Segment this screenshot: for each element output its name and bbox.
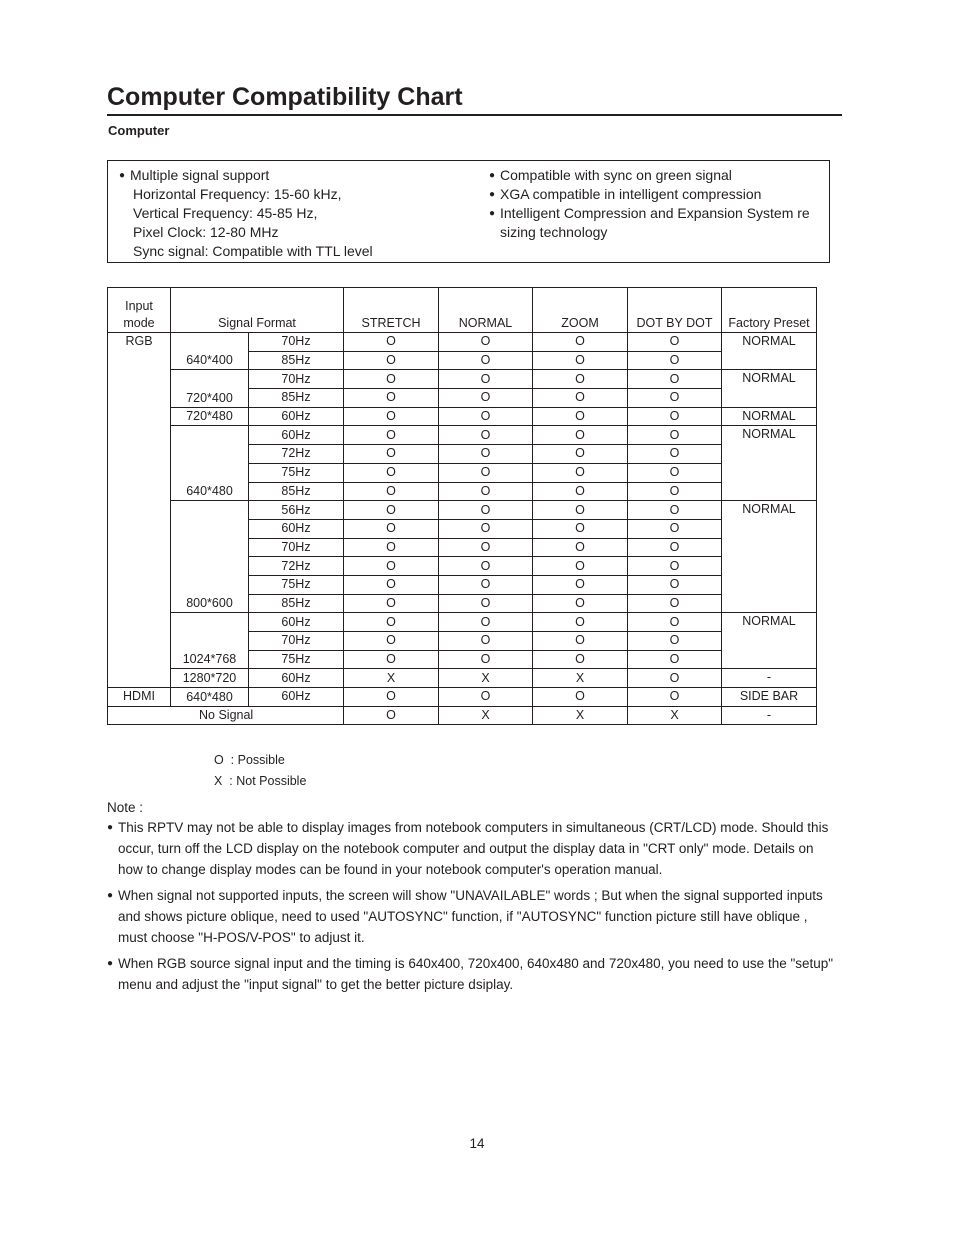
resolution-cell: 720*480 bbox=[171, 407, 249, 426]
feature-detail: Vertical Frequency: 45-85 Hz, bbox=[133, 205, 318, 221]
page-title: Computer Compatibility Chart bbox=[107, 83, 463, 111]
dot-by-dot-cell: O bbox=[628, 407, 722, 426]
frequency-cell: 85Hz bbox=[249, 389, 344, 408]
normal-cell: X bbox=[439, 669, 533, 688]
table-row bbox=[108, 669, 817, 688]
bullet-icon: ● bbox=[107, 958, 114, 969]
header-zoom: ZOOM bbox=[533, 288, 628, 333]
zoom-cell: O bbox=[533, 632, 628, 651]
factory-preset-cell: NORMAL bbox=[722, 407, 817, 426]
frequency-cell: 60Hz bbox=[249, 519, 344, 538]
stretch-cell: O bbox=[344, 407, 439, 426]
normal-cell: O bbox=[439, 351, 533, 370]
factory-preset-cell: - bbox=[722, 706, 817, 725]
stretch-cell: O bbox=[344, 426, 439, 445]
resolution-cell: 1280*720 bbox=[171, 669, 249, 688]
resolution-cell: 720*400 bbox=[171, 370, 249, 407]
zoom-cell: O bbox=[533, 557, 628, 576]
section-label: Computer bbox=[108, 123, 170, 138]
factory-preset-cell: NORMAL bbox=[722, 501, 817, 613]
stretch-cell: O bbox=[344, 501, 439, 520]
resolution-cell: 1024*768 bbox=[171, 613, 249, 669]
dot-by-dot-cell: O bbox=[628, 650, 722, 669]
feature-detail: Sync signal: Compatible with TTL level bbox=[133, 243, 373, 259]
feature-detail: Horizontal Frequency: 15-60 kHz, bbox=[133, 186, 342, 202]
bullet-icon: ● bbox=[107, 822, 114, 833]
normal-cell: O bbox=[439, 632, 533, 651]
dot-by-dot-cell: O bbox=[628, 632, 722, 651]
frequency-cell: 85Hz bbox=[249, 482, 344, 501]
normal-cell: X bbox=[439, 706, 533, 725]
frequency-cell: 60Hz bbox=[249, 669, 344, 688]
note-text: When signal not supported inputs, the screen will show "UNAVAILABLE" words ; But when the signal supported inputs and shows picture oblique, need to used "AUTOSYNC" function, if "AUTOSYNC" function picture still have oblique , must choose "H-POS/V-POS" to adjust it. bbox=[118, 888, 823, 945]
zoom-cell: O bbox=[533, 370, 628, 389]
normal-cell: O bbox=[439, 445, 533, 464]
stretch-cell: O bbox=[344, 351, 439, 370]
header-dot-by-dot: DOT BY DOT bbox=[628, 288, 722, 333]
header-normal: NORMAL bbox=[439, 288, 533, 333]
bullet-icon: ● bbox=[119, 170, 126, 181]
dot-by-dot-cell: O bbox=[628, 482, 722, 501]
normal-cell: O bbox=[439, 519, 533, 538]
normal-cell: O bbox=[439, 650, 533, 669]
stretch-cell: O bbox=[344, 688, 439, 707]
stretch-cell: O bbox=[344, 594, 439, 613]
stretch-cell: O bbox=[344, 650, 439, 669]
zoom-cell: X bbox=[533, 706, 628, 725]
table-row bbox=[108, 501, 817, 520]
dot-by-dot-cell: O bbox=[628, 351, 722, 370]
zoom-cell: O bbox=[533, 407, 628, 426]
frequency-cell: 70Hz bbox=[249, 538, 344, 557]
dot-by-dot-cell: O bbox=[628, 669, 722, 688]
legend-item: X : Not Possible bbox=[214, 774, 307, 788]
table-row bbox=[108, 688, 817, 707]
dot-by-dot-cell: O bbox=[628, 501, 722, 520]
stretch-cell: O bbox=[344, 575, 439, 594]
input-mode-cell: RGB bbox=[108, 333, 171, 688]
normal-cell: O bbox=[439, 333, 533, 352]
stretch-cell: X bbox=[344, 669, 439, 688]
bullet-icon: ● bbox=[489, 208, 496, 219]
no-signal-label: No Signal bbox=[108, 706, 344, 725]
zoom-cell: O bbox=[533, 445, 628, 464]
stretch-cell: O bbox=[344, 463, 439, 482]
zoom-cell: O bbox=[533, 351, 628, 370]
dot-by-dot-cell: O bbox=[628, 333, 722, 352]
dot-by-dot-cell: O bbox=[628, 538, 722, 557]
factory-preset-cell: SIDE BAR bbox=[722, 688, 817, 707]
feature-detail: Pixel Clock: 12-80 MHz bbox=[133, 224, 279, 240]
zoom-cell: O bbox=[533, 519, 628, 538]
feature-text: Compatible with sync on green signal bbox=[500, 167, 732, 183]
zoom-cell: O bbox=[533, 501, 628, 520]
legend-item: O : Possible bbox=[214, 753, 285, 767]
factory-preset-cell: NORMAL bbox=[722, 426, 817, 501]
legend bbox=[214, 750, 306, 792]
resolution-cell: 800*600 bbox=[171, 501, 249, 613]
note-item bbox=[107, 817, 837, 880]
frequency-cell: 70Hz bbox=[249, 370, 344, 389]
dot-by-dot-cell: O bbox=[628, 557, 722, 576]
stretch-cell: O bbox=[344, 557, 439, 576]
frequency-cell: 56Hz bbox=[249, 501, 344, 520]
note-item bbox=[107, 885, 837, 948]
feature-text: XGA compatible in intelligent compression bbox=[500, 186, 762, 202]
note-text: When RGB source signal input and the timing is 640x400, 720x400, 640x480 and 720x480, you need to use the "setup" menu and adjust the "input signal" to get the better picture dsiplay. bbox=[118, 956, 834, 992]
dot-by-dot-cell: O bbox=[628, 519, 722, 538]
stretch-cell: O bbox=[344, 706, 439, 725]
table-row bbox=[108, 426, 817, 445]
resolution-cell: 640*400 bbox=[171, 333, 249, 370]
stretch-cell: O bbox=[344, 333, 439, 352]
feature-text: Intelligent Compression and Expansion System re sizing technology bbox=[500, 205, 810, 240]
normal-cell: O bbox=[439, 575, 533, 594]
frequency-cell: 60Hz bbox=[249, 613, 344, 632]
normal-cell: O bbox=[439, 370, 533, 389]
zoom-cell: O bbox=[533, 688, 628, 707]
header-row bbox=[108, 288, 817, 333]
features-left-column bbox=[119, 166, 479, 261]
feature-item bbox=[489, 185, 819, 204]
header-input-mode: Input mode bbox=[108, 288, 171, 333]
stretch-cell: O bbox=[344, 632, 439, 651]
frequency-cell: 70Hz bbox=[249, 632, 344, 651]
resolution-cell: 640*480 bbox=[171, 688, 249, 707]
normal-cell: O bbox=[439, 688, 533, 707]
frequency-cell: 75Hz bbox=[249, 650, 344, 669]
stretch-cell: O bbox=[344, 370, 439, 389]
normal-cell: O bbox=[439, 501, 533, 520]
normal-cell: O bbox=[439, 594, 533, 613]
dot-by-dot-cell: O bbox=[628, 426, 722, 445]
factory-preset-cell: NORMAL bbox=[722, 370, 817, 407]
resolution-cell: 640*480 bbox=[171, 426, 249, 501]
table-row bbox=[108, 370, 817, 389]
zoom-cell: X bbox=[533, 669, 628, 688]
header-signal-format: Signal Format bbox=[171, 288, 344, 333]
stretch-cell: O bbox=[344, 613, 439, 632]
title-rule bbox=[107, 114, 842, 116]
factory-preset-cell: NORMAL bbox=[722, 613, 817, 669]
compatibility-table bbox=[107, 287, 817, 725]
feature-text: Multiple signal support bbox=[130, 167, 270, 183]
note-text: This RPTV may not be able to display images from notebook computers in simultaneous (CRT/LCD) mode. Should this occur, turn off the LCD display on the notebook computer and output the display data in "CRT only" mode. Details on how to change display modes can be found in your notebook computer's operation manual. bbox=[118, 820, 829, 877]
factory-preset-cell: NORMAL bbox=[722, 333, 817, 370]
normal-cell: O bbox=[439, 482, 533, 501]
stretch-cell: O bbox=[344, 482, 439, 501]
notes-list bbox=[107, 817, 837, 1000]
dot-by-dot-cell: X bbox=[628, 706, 722, 725]
dot-by-dot-cell: O bbox=[628, 594, 722, 613]
zoom-cell: O bbox=[533, 650, 628, 669]
dot-by-dot-cell: O bbox=[628, 463, 722, 482]
table-row bbox=[108, 407, 817, 426]
frequency-cell: 85Hz bbox=[249, 351, 344, 370]
zoom-cell: O bbox=[533, 613, 628, 632]
note-item bbox=[107, 953, 837, 995]
zoom-cell: O bbox=[533, 538, 628, 557]
zoom-cell: O bbox=[533, 389, 628, 408]
stretch-cell: O bbox=[344, 389, 439, 408]
feature-item bbox=[119, 166, 479, 185]
frequency-cell: 60Hz bbox=[249, 426, 344, 445]
dot-by-dot-cell: O bbox=[628, 613, 722, 632]
zoom-cell: O bbox=[533, 482, 628, 501]
zoom-cell: O bbox=[533, 426, 628, 445]
input-mode-cell: HDMI bbox=[108, 688, 171, 707]
normal-cell: O bbox=[439, 389, 533, 408]
dot-by-dot-cell: O bbox=[628, 389, 722, 408]
stretch-cell: O bbox=[344, 445, 439, 464]
bullet-icon: ● bbox=[107, 890, 114, 901]
frequency-cell: 72Hz bbox=[249, 445, 344, 464]
zoom-cell: O bbox=[533, 333, 628, 352]
dot-by-dot-cell: O bbox=[628, 575, 722, 594]
feature-item bbox=[489, 204, 819, 242]
features-right-column bbox=[489, 166, 819, 242]
normal-cell: O bbox=[439, 407, 533, 426]
frequency-cell: 75Hz bbox=[249, 575, 344, 594]
table-row bbox=[108, 613, 817, 632]
zoom-cell: O bbox=[533, 594, 628, 613]
dot-by-dot-cell: O bbox=[628, 370, 722, 389]
frequency-cell: 60Hz bbox=[249, 407, 344, 426]
page-number: 14 bbox=[469, 1136, 485, 1151]
bullet-icon: ● bbox=[489, 189, 496, 200]
factory-preset-cell: - bbox=[722, 669, 817, 688]
normal-cell: O bbox=[439, 557, 533, 576]
stretch-cell: O bbox=[344, 538, 439, 557]
header-stretch: STRETCH bbox=[344, 288, 439, 333]
normal-cell: O bbox=[439, 538, 533, 557]
bullet-icon: ● bbox=[489, 170, 496, 181]
stretch-cell: O bbox=[344, 519, 439, 538]
frequency-cell: 75Hz bbox=[249, 463, 344, 482]
table-row bbox=[108, 333, 817, 352]
header-factory-preset: Factory Preset bbox=[722, 288, 817, 333]
zoom-cell: O bbox=[533, 463, 628, 482]
zoom-cell: O bbox=[533, 575, 628, 594]
feature-item bbox=[489, 166, 819, 185]
features-box bbox=[107, 160, 830, 263]
note-label: Note : bbox=[107, 800, 144, 815]
dot-by-dot-cell: O bbox=[628, 688, 722, 707]
no-signal-row bbox=[108, 706, 817, 725]
frequency-cell: 72Hz bbox=[249, 557, 344, 576]
normal-cell: O bbox=[439, 463, 533, 482]
dot-by-dot-cell: O bbox=[628, 445, 722, 464]
normal-cell: O bbox=[439, 613, 533, 632]
normal-cell: O bbox=[439, 426, 533, 445]
frequency-cell: 85Hz bbox=[249, 594, 344, 613]
frequency-cell: 70Hz bbox=[249, 333, 344, 352]
frequency-cell: 60Hz bbox=[249, 688, 344, 707]
